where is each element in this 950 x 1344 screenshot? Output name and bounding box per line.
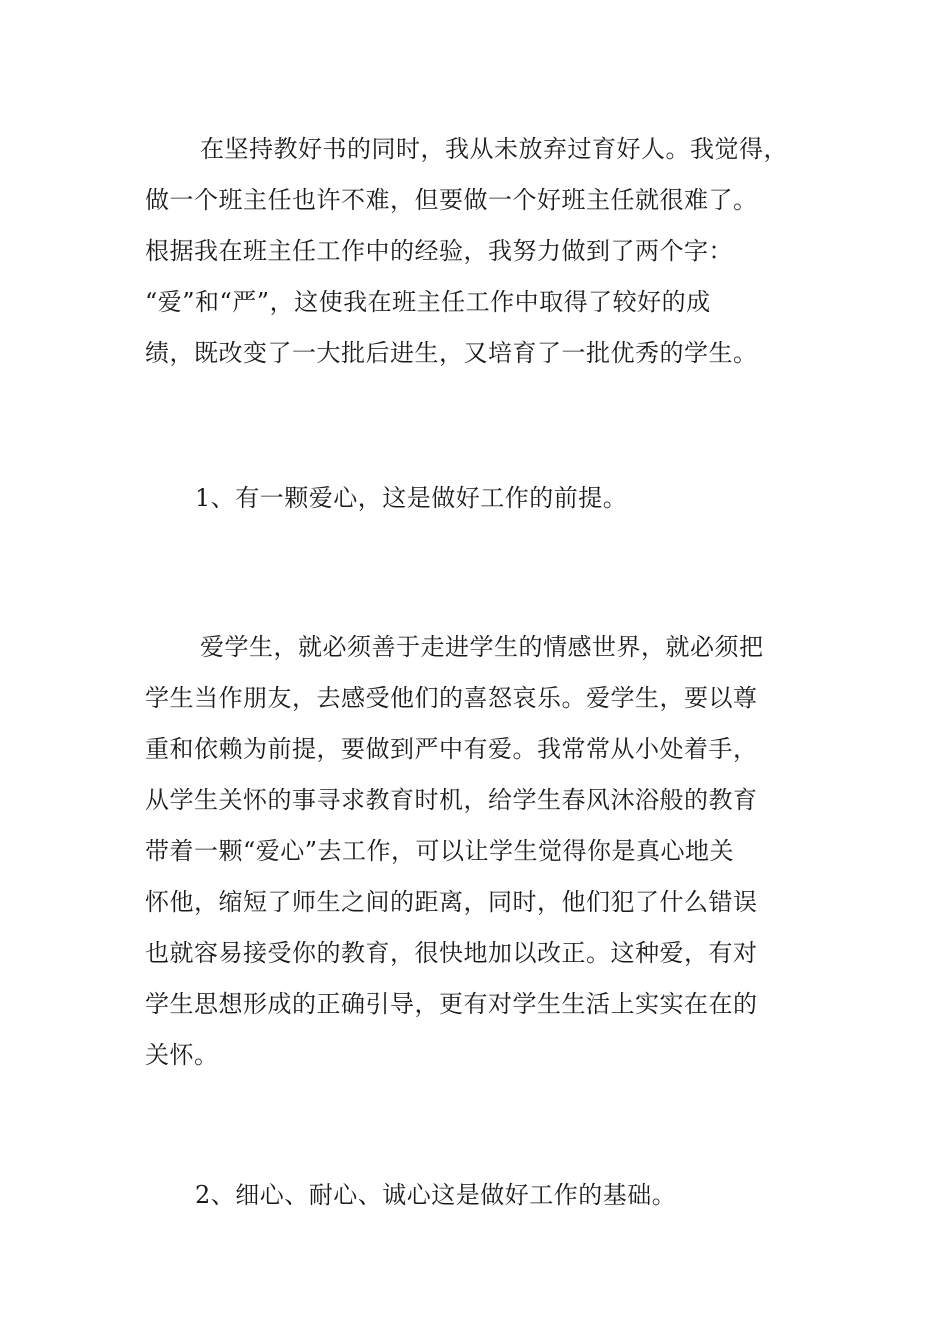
paragraph-line: 绩，既改变了一大批后进生，又培育了一批优秀的学生。: [145, 339, 758, 367]
paragraph-line: 关怀。: [145, 1041, 219, 1069]
paragraph-line: 在坚持教好书的同时，我从未放弃过育好人。我觉得，: [200, 135, 788, 163]
paragraph-1: [145, 124, 815, 379]
paragraph-line: 重和依赖为前提，要做到严中有爱。我常常从小处着手，: [145, 735, 758, 763]
paragraph-line: 带着一颗“爱心”去工作，可以让学生觉得你是真心地关: [145, 837, 735, 865]
section-heading-2: 2、细心、耐心、诚心这是做好工作的基础。: [195, 1181, 677, 1209]
section-heading-1: 1、有一颗爱心，这是做好工作的前提。: [195, 484, 628, 512]
paragraph-line: 学生当作朋友，去感受他们的喜怒哀乐。爱学生，要以尊: [145, 684, 758, 712]
paragraph-2: [145, 622, 815, 1081]
paragraph-line: 学生思想形成的正确引导，更有对学生生活上实实在在的: [145, 990, 758, 1018]
paragraph-line: 从学生关怀的事寻求教育时机，给学生春风沐浴般的教育: [145, 786, 758, 814]
paragraph-line: 怀他，缩短了师生之间的距离，同时，他们犯了什么错误: [145, 888, 758, 916]
paragraph-line: 根据我在班主任工作中的经验，我努力做到了两个字：: [145, 237, 733, 265]
paragraph-line: “爱”和“严”，这使我在班主任工作中取得了较好的成: [145, 288, 711, 316]
paragraph-line: 爱学生，就必须善于走进学生的情感世界，就必须把: [200, 633, 764, 661]
paragraph-line: 也就容易接受你的教育，很快地加以改正。这种爱，有对: [145, 939, 758, 967]
paragraph-line: 做一个班主任也许不难，但要做一个好班主任就很难了。: [145, 186, 758, 214]
